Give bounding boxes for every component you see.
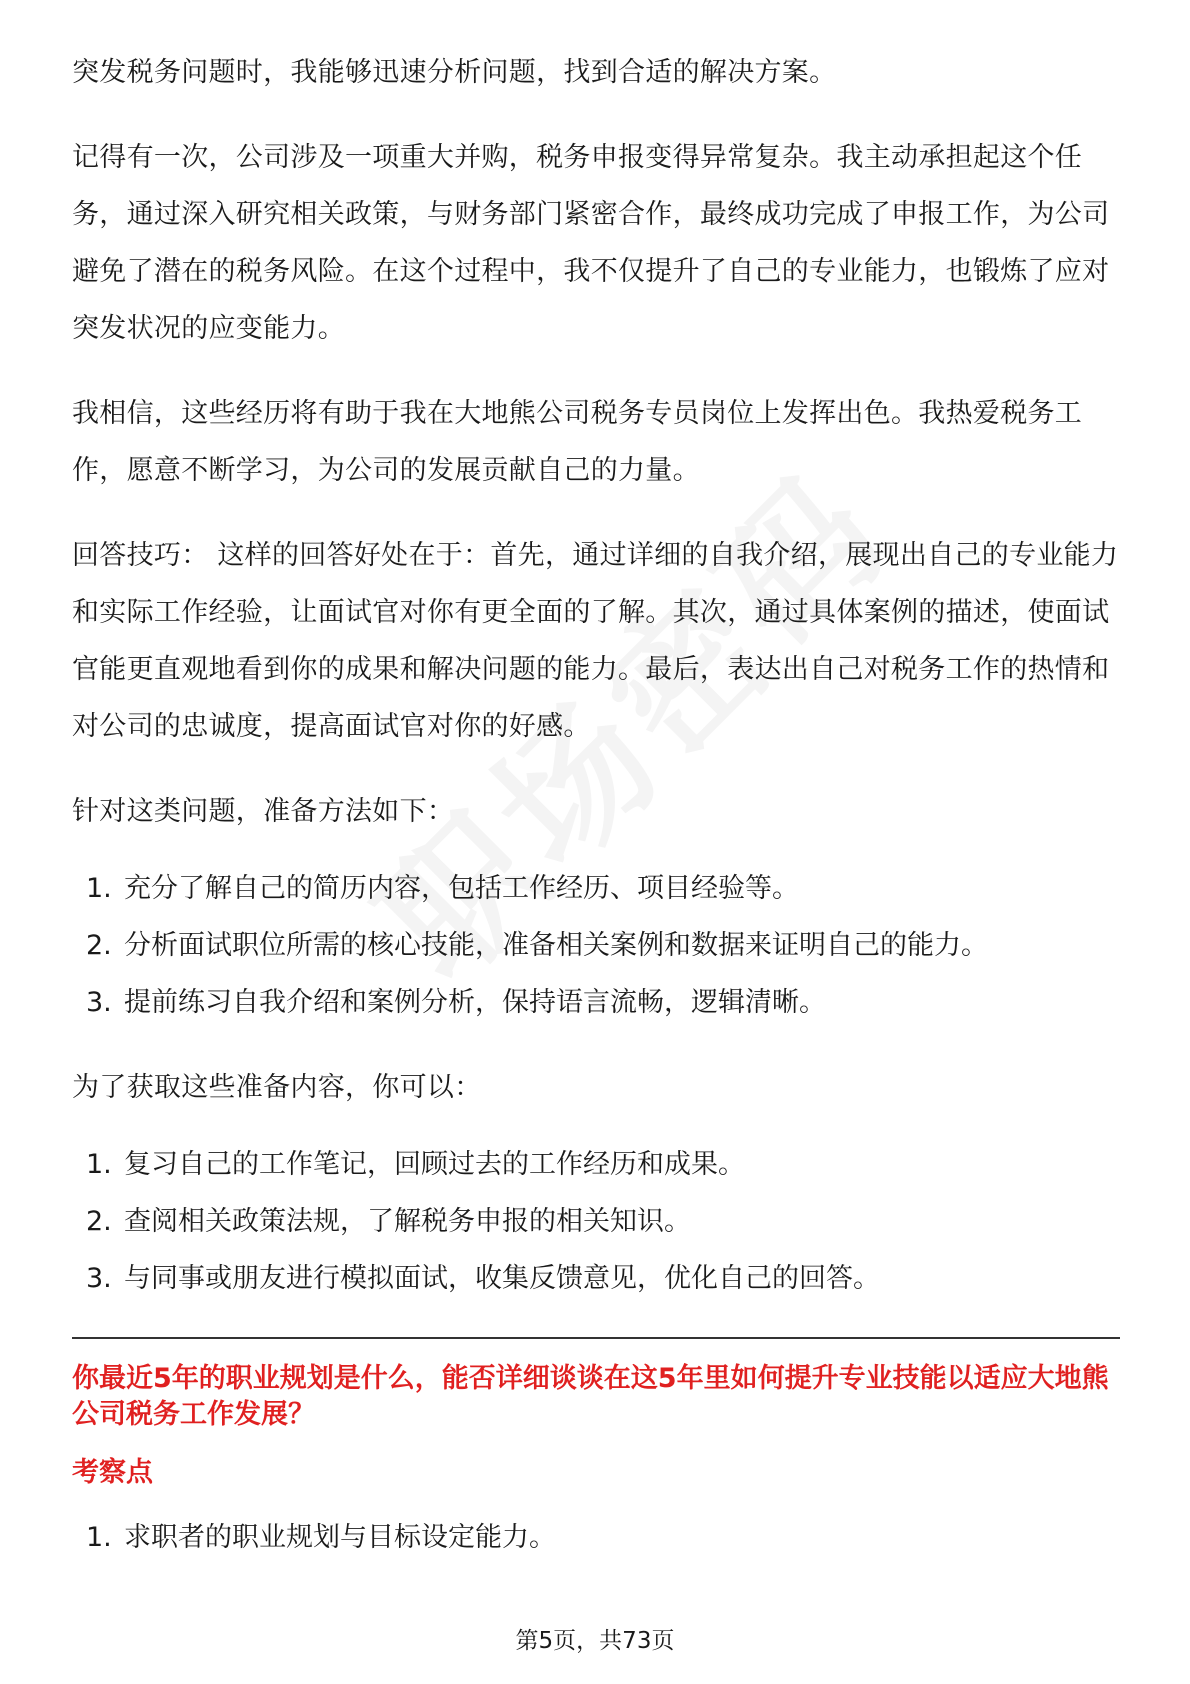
prep-list	[72, 860, 1120, 1031]
list-item: 1. 求职者的职业规划与目标设定能力。	[86, 1522, 556, 1553]
exam-list	[72, 1509, 1120, 1566]
list-item: 1. 充分了解自己的简历内容，包括工作经历、项目经验等。	[86, 873, 799, 904]
prep-intro: 针对这类问题，准备方法如下：	[72, 796, 455, 827]
section-label: 考察点	[72, 1457, 153, 1488]
list-item: 3. 提前练习自我介绍和案例分析，保持语言流畅，逻辑清晰。	[86, 987, 826, 1018]
list-item: 3. 与同事或朋友进行模拟面试，收集反馈意见，优化自己的回答。	[86, 1263, 880, 1294]
list-item: 2. 分析面试职位所需的核心技能，准备相关案例和数据来证明自己的能力。	[86, 930, 988, 961]
acquire-intro: 为了获取这些准备内容，你可以：	[72, 1072, 482, 1103]
acquire-list	[72, 1136, 1120, 1307]
section-divider	[72, 1337, 1120, 1339]
page-content	[72, 44, 1120, 1566]
paragraph-2: 记得有一次，公司涉及一项重大并购，税务申报变得异常复杂。我主动承担起这个任务，通过深入研究相关政策，与财务部门紧密合作，最终成功完成了申报工作，为公司避免了潜在的税务风险。在这个过程中，我不仅提升了自己的专业能力，也锻炼了应对突发状况的应变能力。	[72, 142, 1110, 344]
page-footer: 第5页，共73页	[515, 1628, 675, 1654]
paragraph-3: 我相信，这些经历将有助于我在大地熊公司税务专员岗位上发挥出色。我热爱税务工作，愿意不断学习，为公司的发展贡献自己的力量。	[72, 398, 1083, 486]
list-item: 2. 查阅相关政策法规，了解税务申报的相关知识。	[86, 1206, 691, 1237]
interview-question: 你最近5年的职业规划是什么，能否详细谈谈在这5年里如何提升专业技能以适应大地熊公司税务工作发展？	[72, 1363, 1109, 1430]
paragraph-1: 突发税务问题时，我能够迅速分析问题，找到合适的解决方案。	[72, 57, 837, 88]
answer-tips-paragraph: 回答技巧： 这样的回答好处在于：首先，通过详细的自我介绍，展现出自己的专业能力和实际工作经验，让面试官对你有更全面的了解。其次，通过具体案例的描述，使面试官能更直观地看到你的成果和解决问题的能力。最后，表达出自己对税务工作的热情和对公司的忠诚度，提高面试官对你的好感。	[72, 540, 1119, 742]
list-item: 1. 复习自己的工作笔记，回顾过去的工作经历和成果。	[86, 1149, 745, 1180]
